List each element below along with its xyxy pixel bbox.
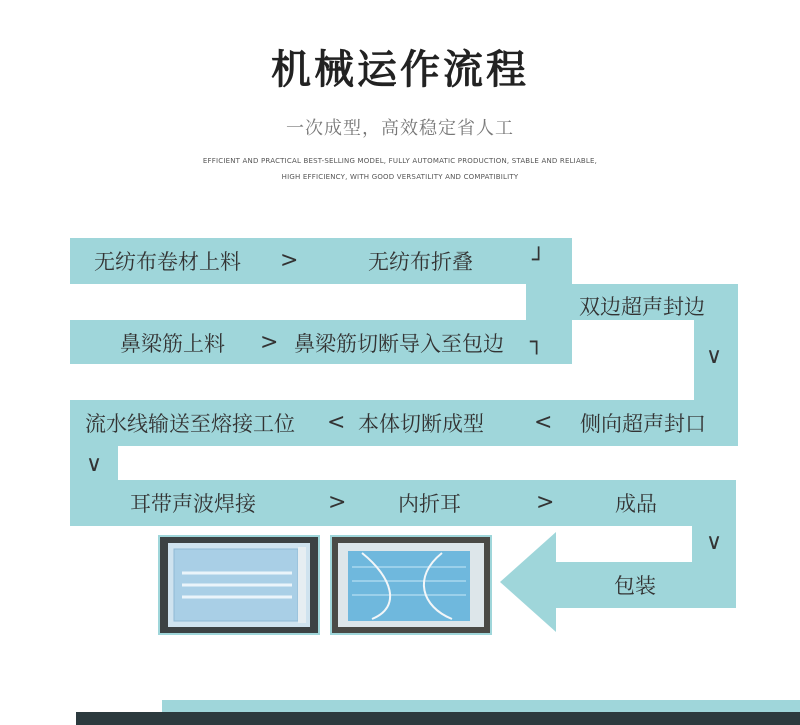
step-ear-loop-ultrasonic-welding: 耳带声波焊接 <box>130 492 256 516</box>
step-finished-product: 成品 <box>615 492 657 516</box>
flow-arrow-right: > <box>260 330 279 355</box>
flow-arrow-down: ∨ <box>706 344 723 369</box>
step-nonwoven-folding: 无纺布折叠 <box>368 250 473 274</box>
flow-arrow-down: ∨ <box>706 530 723 555</box>
step-side-ultrasonic-sealing: 侧向超声封口 <box>580 412 706 436</box>
step-nose-wire-cut-to-binding: 鼻梁筋切断导入至包边 <box>294 332 504 356</box>
page-title: 机械运作流程 <box>271 47 529 93</box>
step-body-cutting-forming: 本体切断成型 <box>358 412 484 436</box>
flow-corner-down: ┘ <box>532 248 546 273</box>
flow-arrow-left: < <box>534 410 553 435</box>
mask-with-ear-loops-photo <box>330 535 492 635</box>
step-nose-wire-feeding: 鼻梁筋上料 <box>120 332 225 356</box>
step-inward-ear-folding: 内折耳 <box>398 492 461 516</box>
step-nonwoven-roll-feeding: 无纺布卷材上料 <box>94 250 241 274</box>
english-description-line-1: EFFICIENT AND PRACTICAL BEST-SELLING MODEL, FULLY AUTOMATIC PRODUCTION, STABLE AND RELIABLE, <box>202 157 598 165</box>
english-description-line-2: HIGH EFFICIENCY, WITH GOOD VERSATILITY AND COMPATIBILITY <box>281 173 519 181</box>
step-double-side-ultrasonic-sealing: 双边超声封边 <box>579 295 705 319</box>
step-packaging: 包装 <box>614 574 656 598</box>
flow-corner-up: ┐ <box>530 330 544 355</box>
flow-arrow-left: < <box>327 410 346 435</box>
footer-accent-bar <box>162 700 800 712</box>
mask-packaged-photo <box>158 535 320 635</box>
flow-arrow-right: > <box>328 490 347 515</box>
flow-arrow-down: ∨ <box>86 452 103 477</box>
footer-dark-bar <box>76 712 800 725</box>
page-subtitle: 一次成型，高效稳定省人工 <box>286 118 514 139</box>
flow-arrow-left-head <box>500 532 560 632</box>
flow-arrow-right: > <box>280 248 299 273</box>
step-conveyor-to-welding-station: 流水线输送至熔接工位 <box>85 412 295 436</box>
flow-arrow-right: > <box>536 490 555 515</box>
